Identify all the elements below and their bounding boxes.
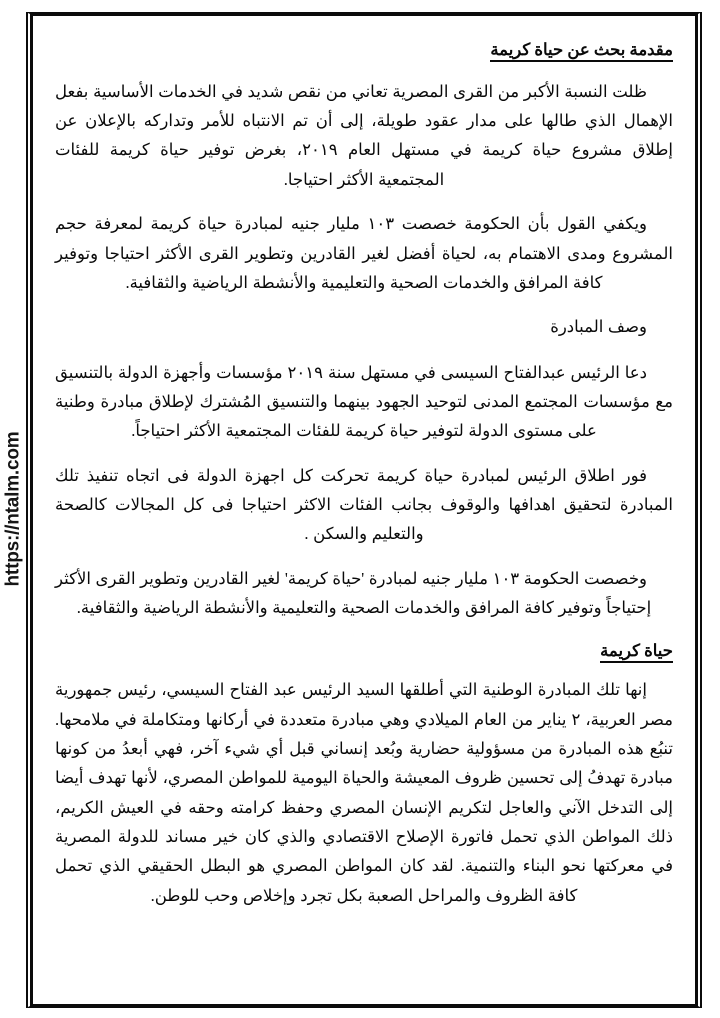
section-heading-text: حياة كريمة — [600, 641, 673, 663]
page-title — [55, 38, 673, 63]
paragraph-budget: ويكفي القول بأن الحكومة خصصت ١٠٣ مليار جنيه لمبادرة حياة كريمة لمعرفة حجم المشروع ومدى الاهتمام به، لحياة أفضل لغير القادرين وتطوير القرى الأكثر احتياجا وتوفير كافة المرافق والخدمات الصحية والتعليمية والأنشطة الرياضية والثقافية. — [55, 214, 673, 292]
section-heading-haya-karima — [55, 639, 673, 664]
label-initiative-description: وصف المبادرة — [550, 317, 647, 337]
paragraph-allocation: وخصصت الحكومة ١٠٣ مليار جنيه لمبادرة 'حياة كريمة' لغير القادرين وتطوير القرى الأكثر إحتياجاً وتوفير كافة المرافق والخدمات الصحية والتعليمية والأنشطة الرياضية والثقافية. — [55, 568, 652, 618]
page-title-text: مقدمة بحث عن حياة كريمة — [490, 40, 673, 62]
watermark-url-text: https://ntalm.com — [2, 431, 23, 587]
document-content-area — [32, 15, 696, 1005]
paragraph-national-initiative: إنها تلك المبادرة الوطنية التي أطلقها السيد الرئيس عبد الفتاح السيسي، رئيس جمهورية مصر العربية، ٢ يناير من العام الميلادي وهي مبادرة متعددة في أركانها ومتكاملة في ملامحها. تنبُع هذه المبادرة من مسؤولية حضارية وبُعد إنساني قبل أي شيء آخر، فهي أبعدُ من كونها مبادرة تهدفُ إلى تحسين ظروف المعيشة والحياة اليومية للمواطن المصري، لأنها تهدف أيضا إلى التدخل الآني والعاجل لتكريم الإنسان المصري وحفظ كرامته وحقه في العيش الكريم، ذلك المواطن الذي تحمل فاتورة الإصلاح الاقتصادي والذي كان خير مساند للدولة المصرية في معركتها نحو البناء والتنمية. لقد كان المواطن المصري هو البطل الحقيقي الذي تحمل كافة الظروف والمراحل الصعبة بكل تجرد وإخلاص وحب للوطن. — [55, 680, 673, 905]
document-border-frame — [26, 12, 702, 1008]
paragraph-state-mobilization: فور اطلاق الرئيس لمبادرة حياة كريمة تحركت كل اجهزة الدولة فى اتجاه تنفيذ تلك المبادرة لتحقيق اهدافها والوقوف بجانب الفئات الاكثر احتياجا فى كل المجالات كالصحة والتعليم والسكن . — [55, 465, 673, 544]
paragraph-intro: ظلت النسبة الأكبر من القرى المصرية تعاني من نقص شديد في الخدمات الأساسية بفعل الإهمال الذي طالها على مدار عقود طويلة، إلى أن تم الانتباه للأمر وتداركه بالإعلان عن إطلاق مشروع حياة كريمة في مستهل العام ٢٠١٩، بغرض توفير حياة كريمة للفئات المجتمعية الأكثر احتياجا. — [55, 81, 673, 189]
paragraph-president-call: دعا الرئيس عبدالفتاح السيسى في مستهل سنة ٢٠١٩ مؤسسات وأجهزة الدولة بالتنسيق مع مؤسسات المجتمع المدنى لتوحيد الجهود بينهما والتنسيق المُشترك لإطلاق مبادرة وطنية على مستوى الدولة لتوفير حياة كريمة للفئات المجتمعية الأكثر احتياجاً. — [55, 362, 673, 441]
site-watermark — [0, 0, 26, 1018]
